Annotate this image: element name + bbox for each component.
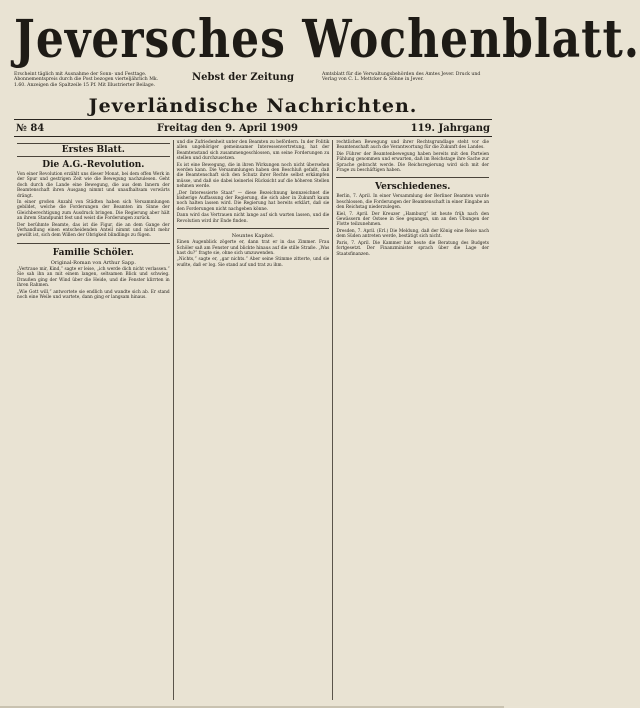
subtitle: Jeverländische Nachrichten. — [88, 95, 418, 117]
article-heading: Die A.G.-Revolution. — [42, 160, 145, 170]
volume: 119. Jahrgang — [410, 122, 490, 134]
divider — [177, 228, 330, 229]
section-heading: Erstes Blatt. — [17, 143, 170, 157]
subheader — [14, 72, 492, 94]
issue-date: Freitag den 9. April 1909 — [157, 122, 298, 134]
section-heading: Verschiedenes. — [375, 182, 451, 193]
subheader-right: Amtsblatt für die Verwaltungsbehörden des Amtes Jever. Druck und Verlag von C. L. Mettcker & Söhne in Jever. — [322, 72, 481, 83]
subheader-left: Erscheint täglich mit Ausnahme der Sonn- und Festtage. Abonnementspreis durch die Post bezogen vierteljährlich Mk. 1.60. Anzeigen die Spaltzeile 15 Pf. Mit Illustrierter Beilage. — [14, 72, 159, 88]
subheader-center: Nebst der Zeitung — [192, 72, 294, 83]
columns — [14, 140, 492, 700]
column-3 — [333, 140, 492, 700]
news-item: Berlin, 7. April. In einer Versammlung der Berliner Beamten wurde beschlossen, die Forderungen der Beamtenschaft in einer Eingabe an den Reichstag niederzulegen. — [336, 194, 490, 211]
divider — [336, 177, 489, 178]
article-paragraph: Der berühmte Beamte, das ist die Figur, die an dem Gange der Verhandlung einen entscheidenden Anteil nimmt und nicht mehr gewillt ist, sich dem Willen der Obrigkeit blindlings zu fügen. — [17, 222, 170, 239]
dateline — [14, 119, 492, 137]
novel-paragraph: „Nichts,“ sagte er, „gar nichts.“ Aber seine Stimme zitterte, und sie wußte, daß er log. Sie stand auf und trat zu ihm. — [176, 257, 330, 268]
masthead-title: Jeversches Wochenblatt. — [14, 10, 640, 71]
article-paragraph: Die Führer der Beamtenbewegung haben bereits mit den Parteien Fühlung genommen und erwarten, daß im Reichstage ihre Sache zur Sprache gebracht werde. Die Reichsregierung wird sich mit der Frage zu beschäftigen haben. — [336, 151, 490, 174]
novel-paragraph: „Vertraue mir, Kind,“ sagte er leise, „ich werde dich nicht verlassen.“ Sie sah ihn an mit einem langen, seltsamen Blick und schwieg. Draußen ging der Wind über die Heide, und die Fenster klirrten in ihren Rahmen. — [17, 266, 170, 289]
article-paragraph: Von einer Revolution erzählt uns dieser Monat, bei dem offen Werk in der Spur und gestrigen Zeit wie die Bewegung nachzulesen. Geht doch durch die Lande eine Bewegung, die aus dem Innern der Beamtenschaft ihren Ausgang nimmt und unaufhaltsam vorwärts drängt. — [17, 172, 170, 199]
article-paragraph: Dann wird das Vertrauen nicht lange auf sich warten lassen, und die Revolution wird ihr Ende finden. — [176, 213, 330, 224]
chapter-heading: Neuntes Kapitel. — [231, 233, 275, 240]
article-paragraph: Es ist eine Bewegung, die in ihren Wirkungen noch nicht übersehen werden kann. Die Versammlungen haben den Beschluß gefaßt, daß die Beamtenschaft sich den Schutz ihrer Rechte selbst erkämpfen müsse, und daß sie dabei keinerlei Rücksicht auf die höheren Stellen nehmen werde. — [176, 162, 330, 190]
novel-paragraph: Einen Augenblick zögerte er, dann trat er in das Zimmer. Frau Schöler saß am Fenster und blickte hinaus auf die stille Straße. „Was hast du?“ fragte sie, ohne sich umzuwenden. — [176, 240, 330, 256]
article-paragraph: rechtlichen Bewegung und ihrer Rechtsgrundlage steht vor die Beamtenschaft auch die Verantwortung für die Zukunft des Landes. — [336, 140, 490, 151]
novel-paragraph: „Wie Gott will,“ antwortete sie endlich und wandte sich ab. Er stand noch eine Weile und wartete, dann ging er langsam hinaus. — [17, 289, 170, 300]
issue-number: № 84 — [16, 122, 45, 134]
novel-byline: Original-Roman von Arthur Sapp. — [50, 259, 136, 266]
divider — [17, 243, 170, 244]
column-1 — [14, 140, 174, 700]
news-item: Paris, 7. April. Die Kammer hat heute die Beratung des Budgets fortgesetzt. Der Finanzminister sprach über die Lage der Staatsfinanzen. — [336, 240, 490, 257]
article-paragraph: In einer großen Anzahl von Städten haben sich Versammlungen gebildet, welche die Forderungen der Beamten im Sinne der Gleichberechtigung zum Ausdruck bringen. Die Regierung aber hält an ihrem Standpunkt fest und weist die Forderungen zurück. — [17, 200, 170, 222]
column-2 — [174, 140, 334, 700]
news-item: Dresden, 7. April. (Erl.) Die Meldung, daß der König eine Reise nach dem Süden antreten werde, bestätigt sich nicht. — [336, 228, 490, 240]
news-item: Kiel, 7. April. Der Kreuzer „Hamburg“ ist heute früh nach den Gewässern der Ostsee in See gegangen, um an den Übungen der Flotte teilzunehmen. — [336, 211, 490, 228]
novel-heading: Familie Schöler. — [52, 247, 134, 258]
article-paragraph: „Der Interessierte Staat“ — diese Bezeichnung kennzeichnet die bisherige Auffassung der Regierung, die sich aber in Zukunft kaum noch halten lassen wird. Die Regierung hat bereits erklärt, daß sie den Forderungen nicht nachgeben könne. — [176, 190, 330, 212]
article-paragraph: und die Zufriedenheit unter den Beamten zu befördern. In der Politik allen ungehöriger gemeinsamer Interessenvertretung, hat der Beamtenstand sich zusammengeschlossen, um seine Forderungen zu stellen und durchzusetzen. — [176, 140, 330, 162]
